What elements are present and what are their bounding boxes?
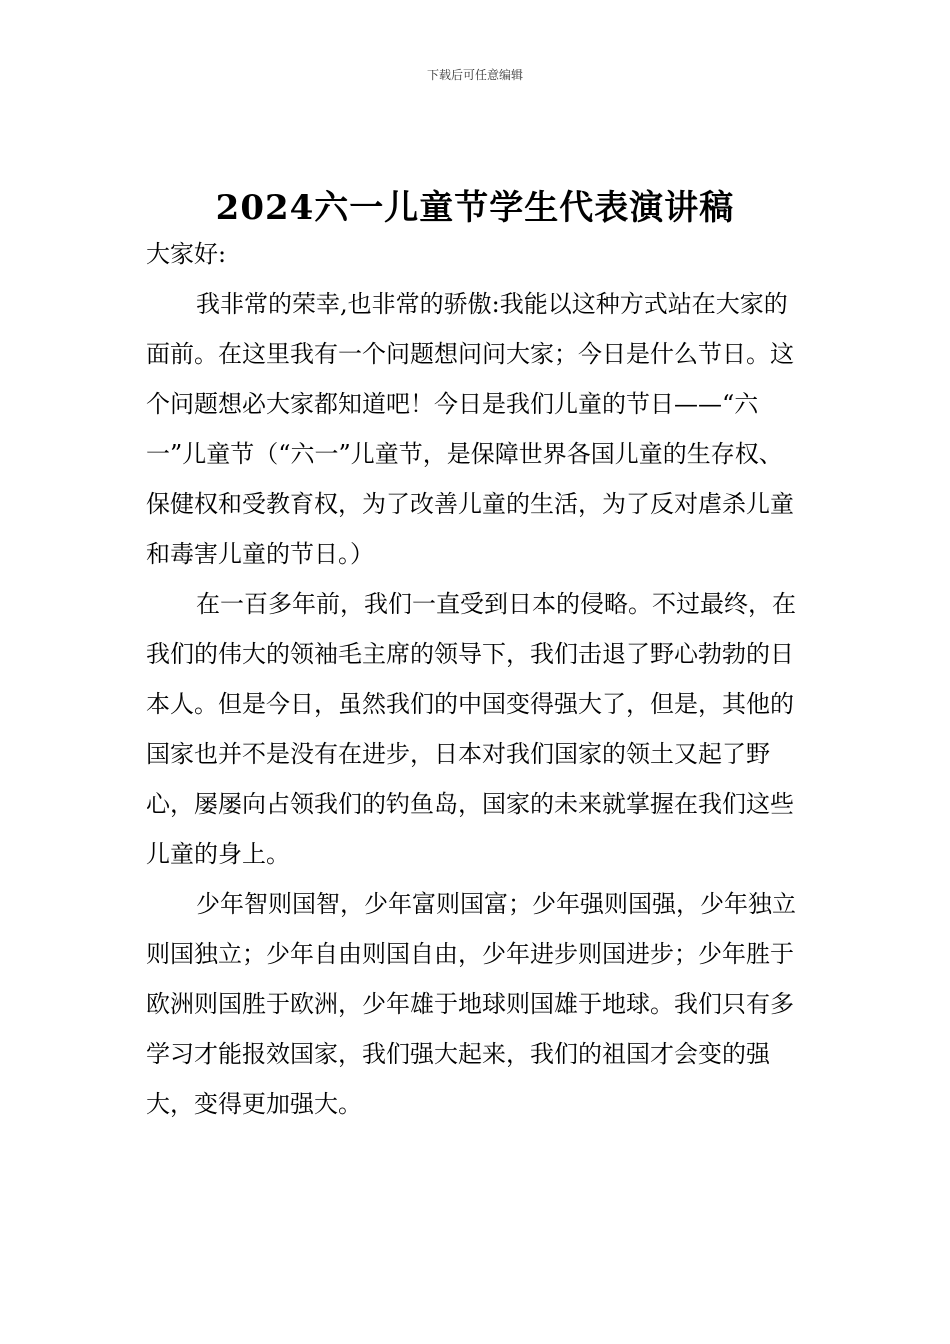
paragraph-3: 少年智则国智，少年富则国富；少年强则国强，少年独立则国独立；少年自由则国自由，少年进步则国进步；少年胜于欧洲则国胜于欧洲，少年雄于地球则国雄于地球。我们只有多学习才能报效国家，我们强大起来，我们的祖国才会变的强大，变得更加强大。 (146, 890, 796, 1118)
document-title: 2024六一儿童节学生代表演讲稿 (215, 188, 735, 228)
paragraph-2: 在一百多年前，我们一直受到日本的侵略。不过最终，在我们的伟大的领袖毛主席的领导下，我们击退了野心勃勃的日本人。但是今日，虽然我们的中国变得强大了，但是，其他的国家也并不是没有在进步，日本对我们国家的领土又起了野心，屡屡向占领我们的钓鱼岛，国家的未来就掌握在我们这些儿童的身上。 (146, 590, 796, 868)
greeting: 大家好: (146, 240, 227, 268)
header-note: 下载后可任意编辑 (426, 68, 523, 82)
paragraph-1: 我非常的荣幸,也非常的骄傲:我能以这种方式站在大家的面前。在这里我有一个问题想问问大家；今日是什么节日。这个问题想必大家都知道吧！今日是我们儿童的节日——“六一”儿童节（“六一”儿童节，是保障世界各国儿童的生存权、保健权和受教育权，为了改善儿童的生活，为了反对虐杀儿童和毒害儿童的节日。） (146, 290, 794, 568)
document-body (146, 229, 806, 1129)
